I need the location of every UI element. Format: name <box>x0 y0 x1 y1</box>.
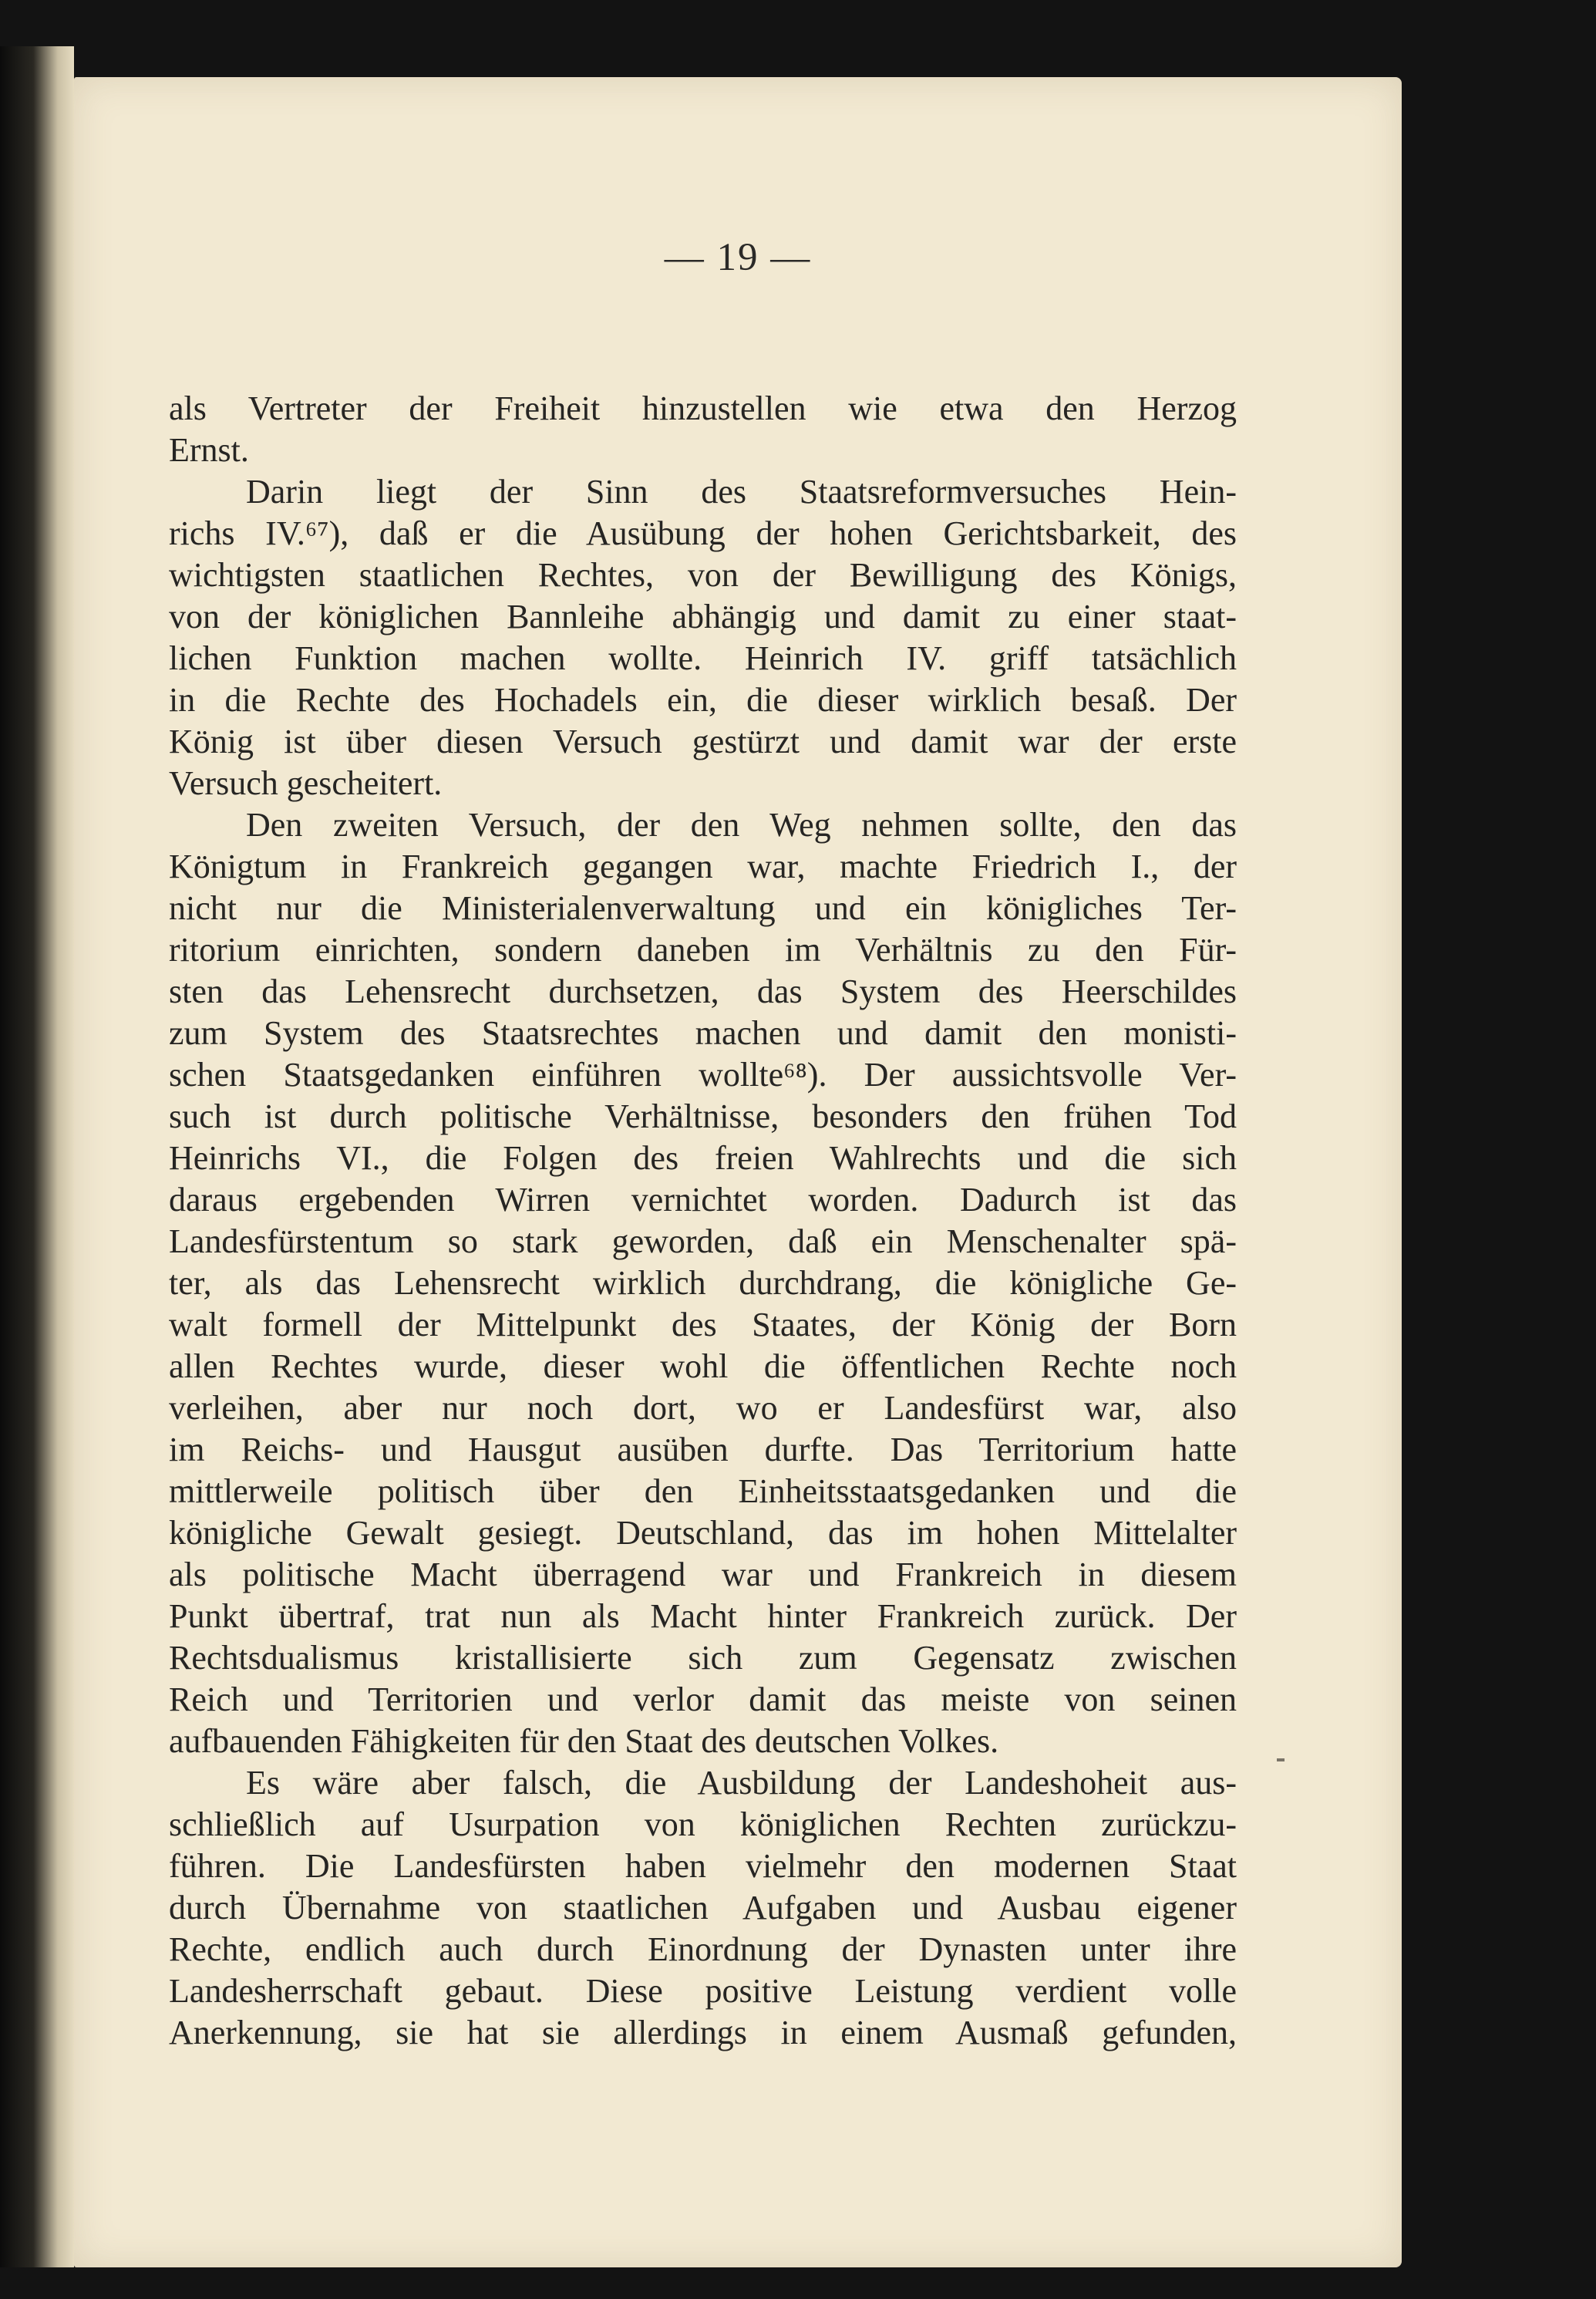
text-line: allen Rechtes wurde, dieser wohl die öffentlichen Rechte noch <box>169 1347 1237 1385</box>
margin-speck <box>1277 1758 1285 1761</box>
text-line: such ist durch politische Verhältnisse, besonders den frühen Tod <box>169 1097 1237 1135</box>
text-line: mittlerweile politisch über den Einheitsstaatsgedanken und die <box>169 1472 1237 1510</box>
body-text <box>169 388 1237 2054</box>
text-line: führen. Die Landesfürsten haben vielmehr den modernen Staat <box>169 1847 1237 1885</box>
paragraph-first-line: Es wäre aber falsch, die Ausbildung der Landeshoheit aus- <box>246 1764 1237 1802</box>
book-page <box>74 77 1402 2267</box>
text-line: zum System des Staatsrechtes machen und damit den monisti- <box>169 1014 1237 1052</box>
text-line: Reich und Territorien und verlor damit das meiste von seinen <box>169 1680 1237 1718</box>
text-line: richs IV.⁶⁷), daß er die Ausübung der hohen Gerichtsbarkeit, des <box>169 514 1237 552</box>
text-line: König ist über diesen Versuch gestürzt und damit war der erste <box>169 723 1237 760</box>
text-line: verleihen, aber nur noch dort, wo er Landesfürst war, also <box>169 1389 1237 1427</box>
text-line: Versuch gescheitert. <box>169 764 443 802</box>
text-line: daraus ergebenden Wirren vernichtet worden. Dadurch ist das <box>169 1181 1237 1219</box>
text-line: Königtum in Frankreich gegangen war, machte Friedrich I., der <box>169 848 1237 885</box>
page-number: — 19 — <box>664 236 812 279</box>
text-line: ter, als das Lehensrecht wirklich durchdrang, die königliche Ge- <box>169 1264 1237 1302</box>
text-line: Heinrichs VI., die Folgen des freien Wahlrechts und die sich <box>169 1139 1237 1177</box>
text-line: walt formell der Mittelpunkt des Staates, der König der Born <box>169 1306 1237 1343</box>
text-line: durch Übernahme von staatlichen Aufgaben und Ausbau eigener <box>169 1889 1237 1927</box>
text-line: schen Staatsgedanken einführen wollte⁶⁸). Der aussichtsvolle Ver- <box>169 1056 1237 1094</box>
text-line: Landesherrschaft gebaut. Diese positive Leistung verdient volle <box>169 1972 1237 2010</box>
text-line: Rechte, endlich auch durch Einordnung der Dynasten unter ihre <box>169 1930 1237 1968</box>
text-line: aufbauenden Fähigkeiten für den Staat des deutschen Volkes. <box>169 1722 999 1760</box>
text-line: Landesfürstentum so stark geworden, daß ein Menschenalter spä- <box>169 1222 1237 1260</box>
text-line: ritorium einrichten, sondern daneben im Verhältnis zu den Für- <box>169 931 1237 969</box>
text-line: Rechtsdualismus kristallisierte sich zum Gegensatz zwischen <box>169 1639 1237 1677</box>
book-spine-edge <box>0 46 74 2267</box>
text-line: als Vertreter der Freiheit hinzustellen wie etwa den Herzog <box>169 389 1237 427</box>
text-line: Ernst. <box>169 431 249 469</box>
text-line: Punkt übertraf, trat nun als Macht hinter Frankreich zurück. Der <box>169 1597 1237 1635</box>
text-line: wichtigsten staatlichen Rechtes, von der Bewilligung des Königs, <box>169 556 1237 594</box>
text-line: von der königlichen Bannleihe abhängig und damit zu einer staat- <box>169 598 1237 635</box>
text-line: in die Rechte des Hochadels ein, die dieser wirklich besaß. Der <box>169 681 1237 719</box>
text-line: sten das Lehensrecht durchsetzen, das System des Heerschildes <box>169 973 1237 1010</box>
text-line: lichen Funktion machen wollte. Heinrich IV. griff tatsächlich <box>169 639 1237 677</box>
text-line: Anerkennung, sie hat sie allerdings in einem Ausmaß gefunden, <box>169 2014 1237 2051</box>
text-line: nicht nur die Ministerialenverwaltung und ein königliches Ter- <box>169 889 1237 927</box>
paragraph-first-line: Darin liegt der Sinn des Staatsreformversuches Hein- <box>246 473 1237 511</box>
text-line: als politische Macht überragend war und Frankreich in diesem <box>169 1556 1237 1593</box>
text-line: im Reichs- und Hausgut ausüben durfte. Das Territorium hatte <box>169 1431 1237 1468</box>
text-line: schließlich auf Usurpation von königlichen Rechten zurückzu- <box>169 1805 1237 1843</box>
paragraph-first-line: Den zweiten Versuch, der den Weg nehmen sollte, den das <box>246 806 1237 844</box>
text-line: königliche Gewalt gesiegt. Deutschland, das im hohen Mittelalter <box>169 1514 1237 1552</box>
